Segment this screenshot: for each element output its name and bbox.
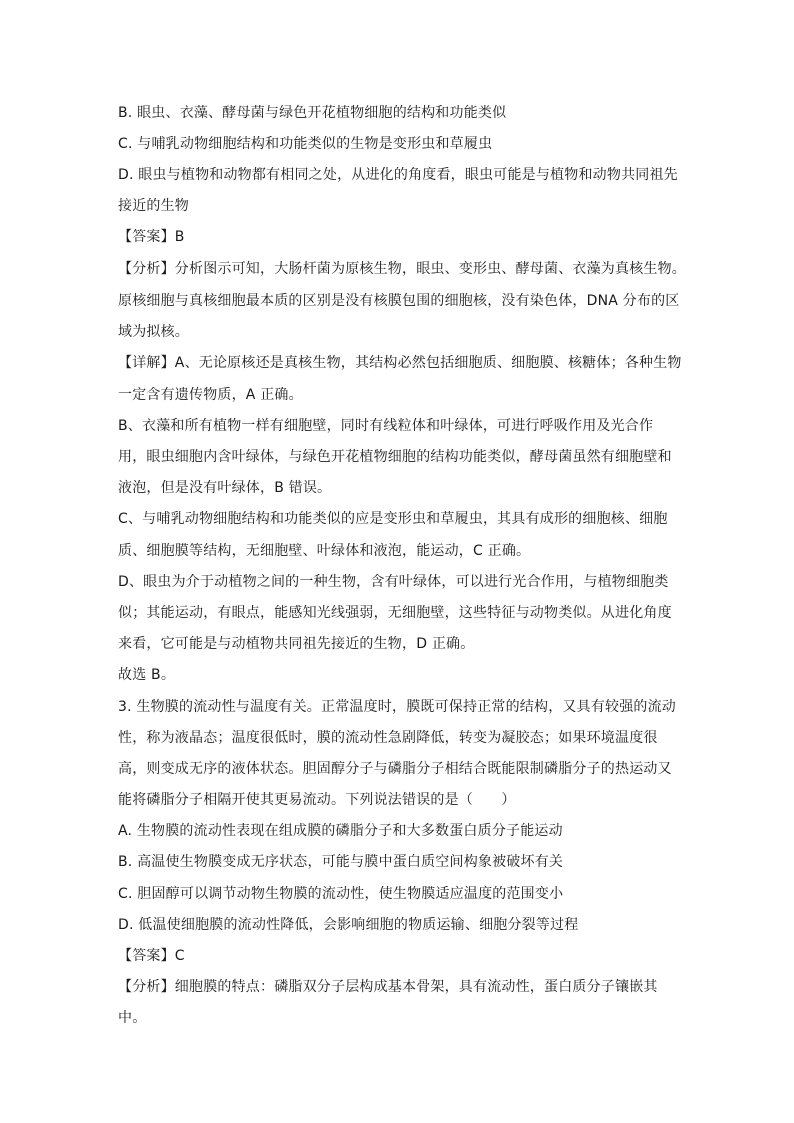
- analysis-line: 【分析】细胞膜的特点：磷脂双分子层构成基本骨架，具有流动性，蛋白质分子镶嵌其: [118, 979, 658, 995]
- answer-line: 【答案】B: [118, 229, 185, 245]
- option-c-line: C. 胆固醇可以调节动物生物膜的流动性，使生物膜适应温度的范围变小: [118, 886, 564, 902]
- analysis-line: 域为拟核。: [118, 324, 189, 340]
- explanation-line: 一定含有遗传物质，A 正确。: [118, 387, 303, 403]
- question-line: 能将磷脂分子相隔开使其更易流动。下列说法错误的是（ ）: [118, 792, 516, 808]
- explanation-line: 【详解】A、无论原核还是真核生物，其结构必然包括细胞质、细胞膜、核糖体；各种生物: [118, 355, 682, 371]
- analysis-line: 原核细胞与真核细胞最本质的区别是没有核膜包围的细胞核，没有染色体，DNA 分布的区: [118, 293, 680, 309]
- explanation-line: 液泡，但是没有叶绿体，B 错误。: [118, 480, 332, 496]
- option-d-line: D. 低温使细胞膜的流动性降低，会影响细胞的物质运输、细胞分裂等过程: [118, 917, 579, 933]
- analysis-line: 【分析】分析图示可知，大肠杆菌为原核生物，眼虫、变形虫、酵母菌、衣藻为真核生物。: [118, 261, 686, 277]
- question-line: 性，称为液晶态；温度很低时，膜的流动性急剧降低，转变为凝胶态；如果环境温度很: [118, 730, 658, 746]
- option-b-line: B. 高温使生物膜变成无序状态，可能与膜中蛋白质空间构象被破坏有关: [118, 854, 564, 870]
- option-a-line: A. 生物膜的流动性表现在组成膜的磷脂分子和大多数蛋白质分子能运动: [118, 823, 563, 839]
- option-b-line: B. 眼虫、衣藻、酵母菌与绿色开花植物细胞的结构和功能类似: [118, 105, 507, 121]
- explanation-line: 用，眼虫细胞内含叶绿体，与绿色开花植物细胞的结构功能类似，酵母菌虽然有细胞壁和: [118, 449, 672, 465]
- option-d-continuation: 接近的生物: [118, 198, 189, 214]
- choice-line: 故选 B。: [118, 667, 176, 683]
- question-line: 3. 生物膜的流动性与温度有关。正常温度时，膜既可保持正常的结构，又具有较强的流动: [118, 699, 677, 715]
- explanation-line: 似；其能运动，有眼点，能感知光线强弱，无细胞壁，这些特征与动物类似。从进化角度: [118, 605, 672, 621]
- explanation-line: D、眼虫为介于动植物之间的一种生物，含有叶绿体，可以进行光合作用，与植物细胞类: [118, 574, 669, 590]
- answer-line: 【答案】C: [118, 948, 185, 964]
- analysis-line: 中。: [118, 1010, 147, 1026]
- explanation-line: 质、细胞膜等结构，无细胞壁、叶绿体和液泡，能运动，C 正确。: [118, 543, 531, 559]
- question-line: 高，则变成无序的液体状态。胆固醇分子与磷脂分子相结合既能限制磷脂分子的热运动又: [118, 761, 672, 777]
- explanation-line: C、与哺乳动物细胞结构和功能类似的应是变形虫和草履虫，其具有成形的细胞核、细胞: [118, 511, 668, 527]
- explanation-line: 来看，它可能是与动植物共同祖先接近的生物，D 正确。: [118, 636, 475, 652]
- option-c-line: C. 与哺乳动物细胞结构和功能类似的生物是变形虫和草履虫: [118, 136, 493, 152]
- option-d-line: D. 眼虫与植物和动物都有相同之处，从进化的角度看，眼虫可能是与植物和动物共同祖先: [118, 167, 678, 183]
- explanation-line: B、衣藻和所有植物一样有细胞壁，同时有线粒体和叶绿体，可进行呼吸作用及光合作: [118, 418, 654, 434]
